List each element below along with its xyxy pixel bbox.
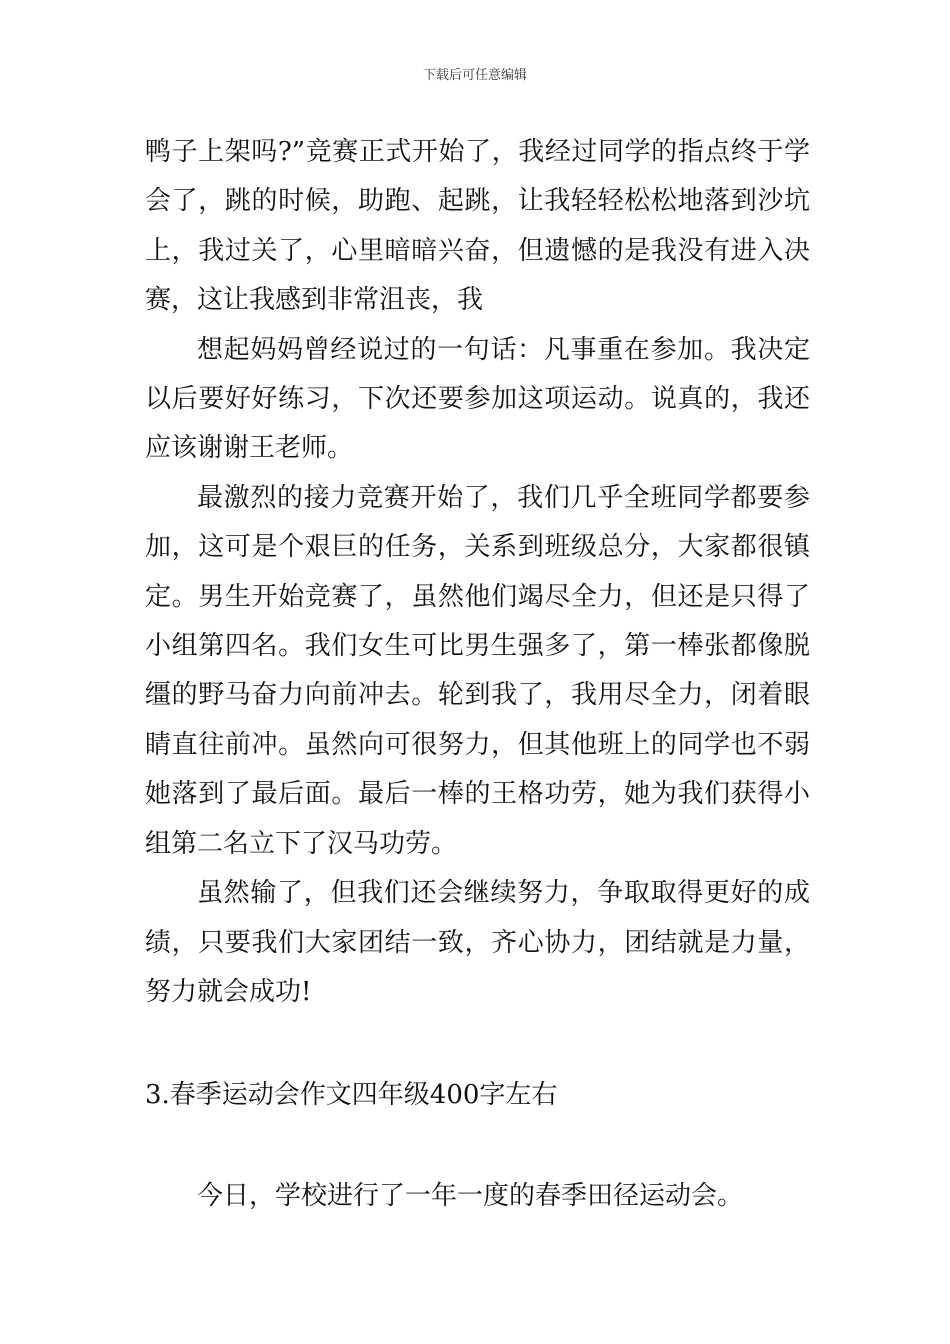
- paragraph-4: 虽然输了，但我们还会继续努力，争取取得更好的成绩，只要我们大家团结一致，齐心协力，团结就是力量，努力就会成功!: [145, 878, 810, 1007]
- body-text: [145, 128, 810, 1017]
- page-header: 下载后可任意编辑: [422, 68, 527, 83]
- paragraph-3: 最激烈的接力竞赛开始了，我们几乎全班同学都要参加，这可是个艰巨的任务，关系到班级总分，大家都很镇定。男生开始竞赛了，虽然他们竭尽全力，但还是只得了小组第四名。我们女生可比男生强多了，第一棒张都像脱缰的野马奋力向前冲去。轮到我了，我用尽全力，闭着眼睛直往前冲。虽然向可很努力，但其他班上的同学也不弱她落到了最后面。最后一棒的王格功劳，她为我们获得小组第二名立下了汉马功劳。: [145, 482, 810, 859]
- paragraph-2: 想起妈妈曾经说过的一句话：凡事重在参加。我决定以后要好好练习，下次还要参加这项运动。说真的，我还应该谢谢王老师。: [145, 334, 810, 464]
- paragraph-1: 鸭子上架吗?”竞赛正式开始了，我经过同学的指点终于学会了，跳的时候，助跑、起跳，让我轻轻松松地落到沙坑上，我过关了，心里暗暗兴奋，但遗憾的是我没有进入决赛，这让我感到非常沮丧，我: [145, 137, 810, 316]
- section-heading: 3.春季运动会作文四年级400字左右: [145, 1080, 558, 1110]
- section-first-paragraph: 今日，学校进行了一年一度的春季田径运动会。: [197, 1181, 744, 1211]
